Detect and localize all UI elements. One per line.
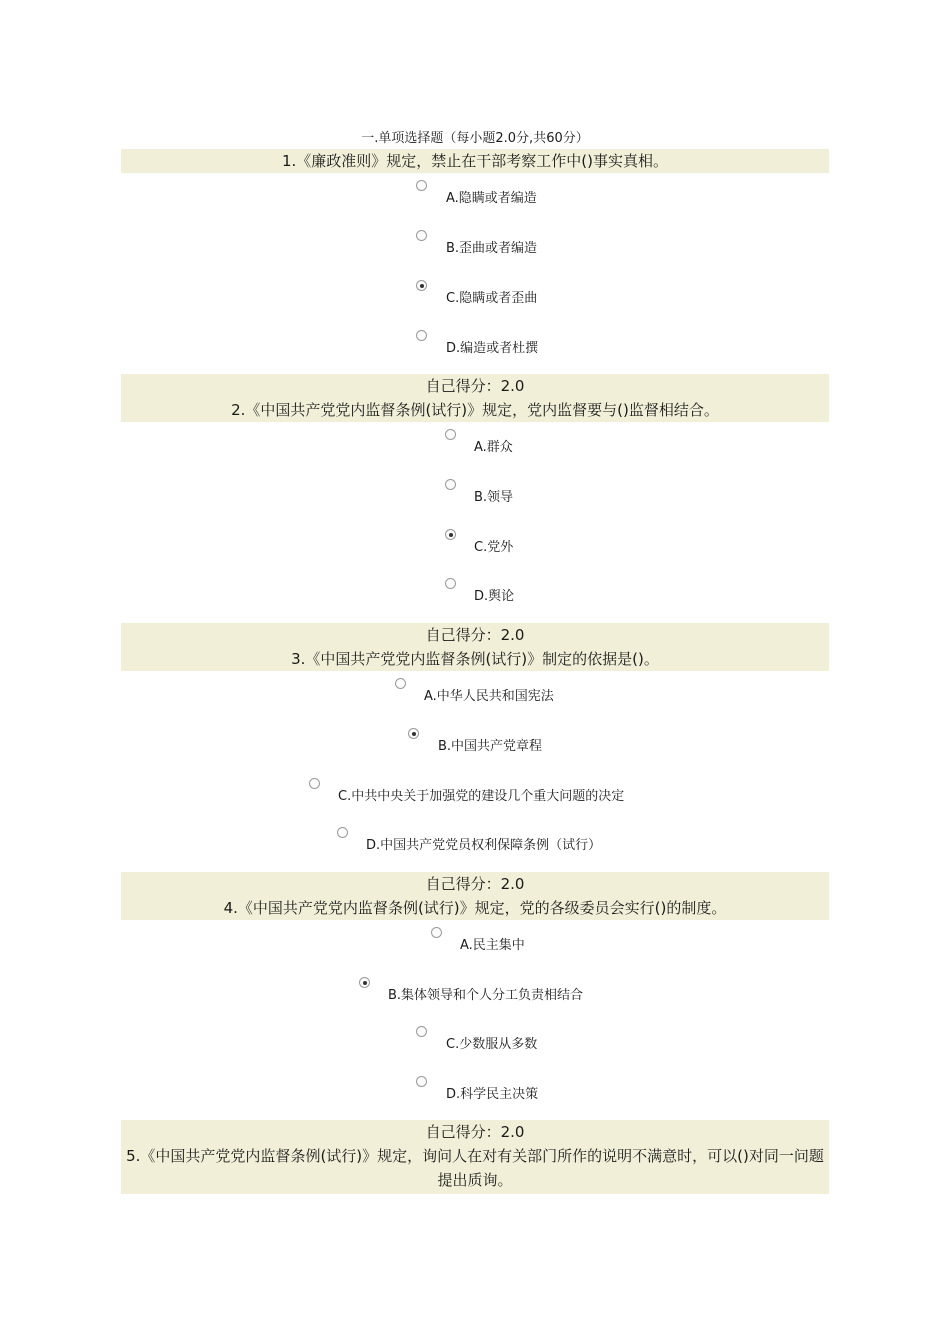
option-label: A.隐瞒或者编造 xyxy=(446,191,537,206)
option-label: C.党外 xyxy=(474,540,514,555)
radio-button-selected[interactable] xyxy=(445,529,456,540)
radio-button[interactable] xyxy=(309,778,320,789)
score-text: 自己得分：2.0 xyxy=(425,875,525,893)
question-text: 5.《中国共产党党内监督条例(试行)》规定，询问人在对有关部门所作的说明不满意时，可以()对同一问题提出质询。 xyxy=(126,1147,824,1189)
radio-button[interactable] xyxy=(416,180,427,191)
question-text: 2.《中国共产党党内监督条例(试行)》规定，党内监督要与()监督相结合。 xyxy=(231,401,719,419)
radio-button[interactable] xyxy=(416,1076,427,1087)
question-header-2 xyxy=(121,374,829,422)
option-label: D.编造或者杜撰 xyxy=(446,341,539,356)
option-label: C.隐瞒或者歪曲 xyxy=(446,291,538,306)
option-label: B.中国共产党章程 xyxy=(438,739,543,754)
question-text: 1.《廉政准则》规定，禁止在干部考察工作中()事实真相。 xyxy=(281,152,669,170)
radio-button[interactable] xyxy=(416,230,427,241)
score-text: 自己得分：2.0 xyxy=(425,626,525,644)
score-text: 自己得分：2.0 xyxy=(425,377,525,395)
option-label: A.群众 xyxy=(474,440,513,455)
option-label: B.领导 xyxy=(474,490,514,505)
option-label: B.歪曲或者编造 xyxy=(446,241,538,256)
question-text: 4.《中国共产党党内监督条例(试行)》规定，党的各级委员会实行()的制度。 xyxy=(223,899,727,917)
radio-button-selected[interactable] xyxy=(359,977,370,988)
question-header-5 xyxy=(121,1120,829,1194)
score-text: 自己得分：2.0 xyxy=(425,1123,525,1141)
option-label: D.舆论 xyxy=(474,589,515,604)
radio-button[interactable] xyxy=(395,678,406,689)
option-label: D.中国共产党党员权利保障条例（试行） xyxy=(366,838,602,853)
option-label: B.集体领导和个人分工负责相结合 xyxy=(388,988,584,1003)
radio-button[interactable] xyxy=(445,479,456,490)
radio-button[interactable] xyxy=(416,1026,427,1037)
radio-button[interactable] xyxy=(445,429,456,440)
radio-button[interactable] xyxy=(337,827,348,838)
section-title: 一.单项选择题（每小题2.0分,共60分） xyxy=(361,131,589,146)
option-label: D.科学民主决策 xyxy=(446,1087,539,1102)
radio-button[interactable] xyxy=(416,330,427,341)
option-label: C.少数服从多数 xyxy=(446,1037,538,1052)
radio-button-selected[interactable] xyxy=(416,280,427,291)
option-label: A.中华人民共和国宪法 xyxy=(424,689,554,704)
question-text: 3.《中国共产党党内监督条例(试行)》制定的依据是()。 xyxy=(291,650,659,668)
question-header-4 xyxy=(121,872,829,920)
question-header-1 xyxy=(121,149,829,173)
radio-button[interactable] xyxy=(431,927,442,938)
radio-button[interactable] xyxy=(445,578,456,589)
option-label: C.中共中央关于加强党的建设几个重大问题的决定 xyxy=(338,789,625,804)
question-header-3 xyxy=(121,623,829,671)
option-label: A.民主集中 xyxy=(460,938,525,953)
radio-button-selected[interactable] xyxy=(408,728,419,739)
